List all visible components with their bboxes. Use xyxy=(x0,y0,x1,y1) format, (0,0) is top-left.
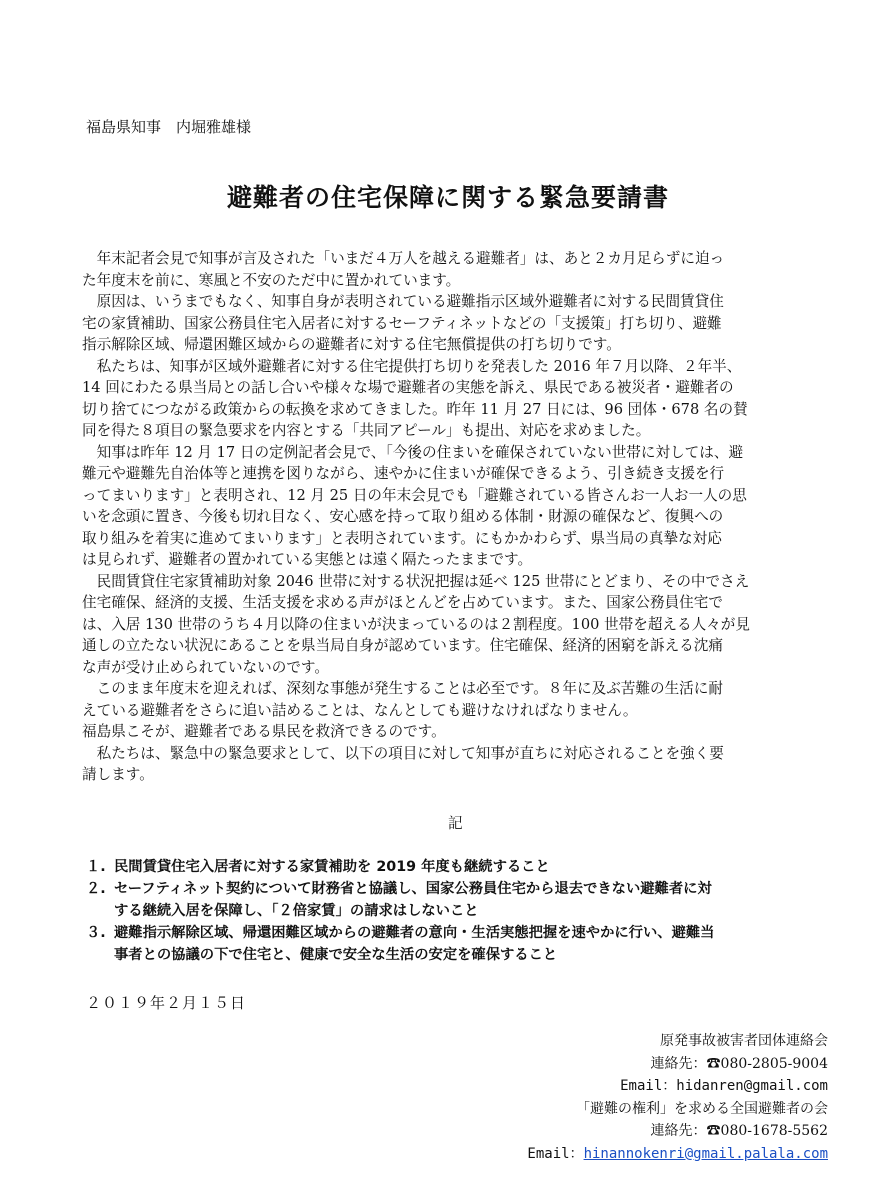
signatories xyxy=(527,1030,828,1165)
body-line: 難元や避難先自治体等と連携を図りながら、速やかに住まいが確保できるよう、引き続き支援を行 xyxy=(82,465,725,482)
body-line: 切り捨てにつながる政策からの転換を求めてきました。昨年 11 月 27 日には、96 団体・678 名の賛 xyxy=(82,400,748,418)
body-line: 民間賃貸住宅家賃補助対象 2046 世帯に対する状況把握は延べ 125 世帯にとどまり、その中でさえ xyxy=(82,572,750,590)
body-line: 知事は昨年 12 月 17 日の定例記者会見で、「今後の住まいを確保されていない世帯に対しては、避 xyxy=(82,443,744,461)
demand-item xyxy=(86,856,830,878)
demand-text: セーフティネット契約について財務省と協議し、国家公務員住宅から退去できない避難者に対 xyxy=(114,881,712,897)
document-body xyxy=(82,248,822,786)
demand-text: 事者との協議の下で住宅と、健康で安全な生活の安定を確保すること xyxy=(114,947,558,963)
body-line: 通しの立たない状況にあることを県当局自身が認めています。住宅確保、経済的困窮を訴える沈痛 xyxy=(82,637,723,654)
body-line: は、入居 130 世帯のうち４月以降の住まいが決まっているのは２割程度。100 世帯を超える人々が見 xyxy=(82,615,750,633)
org-name: 「避難の権利」を求める全国避難者の会 xyxy=(576,1100,828,1117)
body-line: 原因は、いうまでもなく、知事自身が表明されている避難指示区域外避難者に対する民間賃貸住 xyxy=(82,293,724,310)
body-line: 住宅確保、経済的支援、生活支援を求める声がほとんどを占めています。また、国家公務員住宅で xyxy=(82,594,723,611)
body-line: えている避難者をさらに追い詰めることは、なんとしても避けなければなりません。 xyxy=(82,701,638,719)
demand-item xyxy=(86,922,830,966)
ki-marker: 記 xyxy=(448,815,463,832)
body-line: ってまいります」と表明され、12 月 25 日の年末会見でも「避難されている皆さんお一人お一人の思 xyxy=(82,486,747,504)
body-line: 同を得た８項目の緊急要求を内容とする「共同アピール」も提出、対応を求めました。 xyxy=(82,422,651,439)
org-phone: 連絡先：☎080-1678-5562 xyxy=(650,1123,828,1139)
addressee: 福島県知事 内堀雅雄様 xyxy=(86,118,252,136)
body-line: 取り組みを着実に進めてまいります」と表明されています。にもかかわらず、県当局の真摯な対応 xyxy=(82,529,722,547)
email-link[interactable]: hinannokenri@gmail.palala.com xyxy=(583,1145,828,1162)
body-line: 私たちは、緊急中の緊急要求として、以下の項目に対して知事が直ちに対応されることを強く要 xyxy=(82,744,724,762)
demand-number: １. xyxy=(86,859,106,875)
body-line: このまま年度末を迎えれば、深刻な事態が発生することは必至です。８年に及ぶ苦難の生活に耐 xyxy=(82,680,723,697)
org-name: 原発事故被害者団体連絡会 xyxy=(660,1033,828,1049)
email-label: Email： xyxy=(527,1145,584,1162)
body-line: 指示解除区域、帰還困難区域からの避難者に対する住宅無償提供の打ち切りです。 xyxy=(82,336,621,353)
body-line: 年末記者会見で知事が言及された「いまだ４万人を越える避難者」は、あと２カ月足らずに迫っ xyxy=(82,250,725,267)
body-line: 14 回にわたる県当局との話し合いや様々な場で避難者の実態を訴え、県民である被災者・避難者の xyxy=(82,379,734,396)
demand-list xyxy=(86,856,830,966)
org-phone: 連絡先：☎080-2805-9004 xyxy=(650,1055,828,1072)
body-line: いを念頭に置き、今後も切れ目なく、安心感を持って取り組める体制・財源の確保など、復興への xyxy=(82,508,724,525)
demand-text: 避難指示解除区域、帰還困難区域からの避難者の意向・生活実態把握を速やかに行い、避難当 xyxy=(114,925,715,941)
body-line: は見られず、避難者の置かれている実態とは遠く隔たったままです。 xyxy=(82,551,533,568)
body-line: な声が受け止められていないのです。 xyxy=(82,658,329,676)
demand-number: ２. xyxy=(86,881,106,897)
body-line: 請します。 xyxy=(82,766,154,783)
document-date: ２０１９年２月１５日 xyxy=(86,994,247,1012)
body-line: 福島県こそが、避難者である県民を救済できるのです。 xyxy=(82,723,446,740)
demand-text: する継続入居を保障し、「２倍家賃」の請求はしないこと xyxy=(114,903,479,919)
org-email: Email：hidanren@gmail.com xyxy=(620,1078,828,1094)
org-email-row xyxy=(527,1143,828,1166)
document-title: 避難者の住宅保障に関する緊急要請書 xyxy=(226,183,669,212)
body-line: た年度末を前に、寒風と不安のただ中に置かれています。 xyxy=(82,271,461,289)
demand-number: ３. xyxy=(86,925,106,941)
demand-item xyxy=(86,878,830,922)
demand-text: 民間賃貸住宅入居者に対する家賃補助を 2019 年度も継続すること xyxy=(114,859,550,875)
body-line: 宅の家賃補助、国家公務員住宅入居者に対するセーフティネットなどの「支援策」打ち切り、避難 xyxy=(82,314,722,332)
body-line: 私たちは、知事が区域外避難者に対する住宅提供打ち切りを発表した 2016 年７月以降、２年半、 xyxy=(82,357,742,375)
